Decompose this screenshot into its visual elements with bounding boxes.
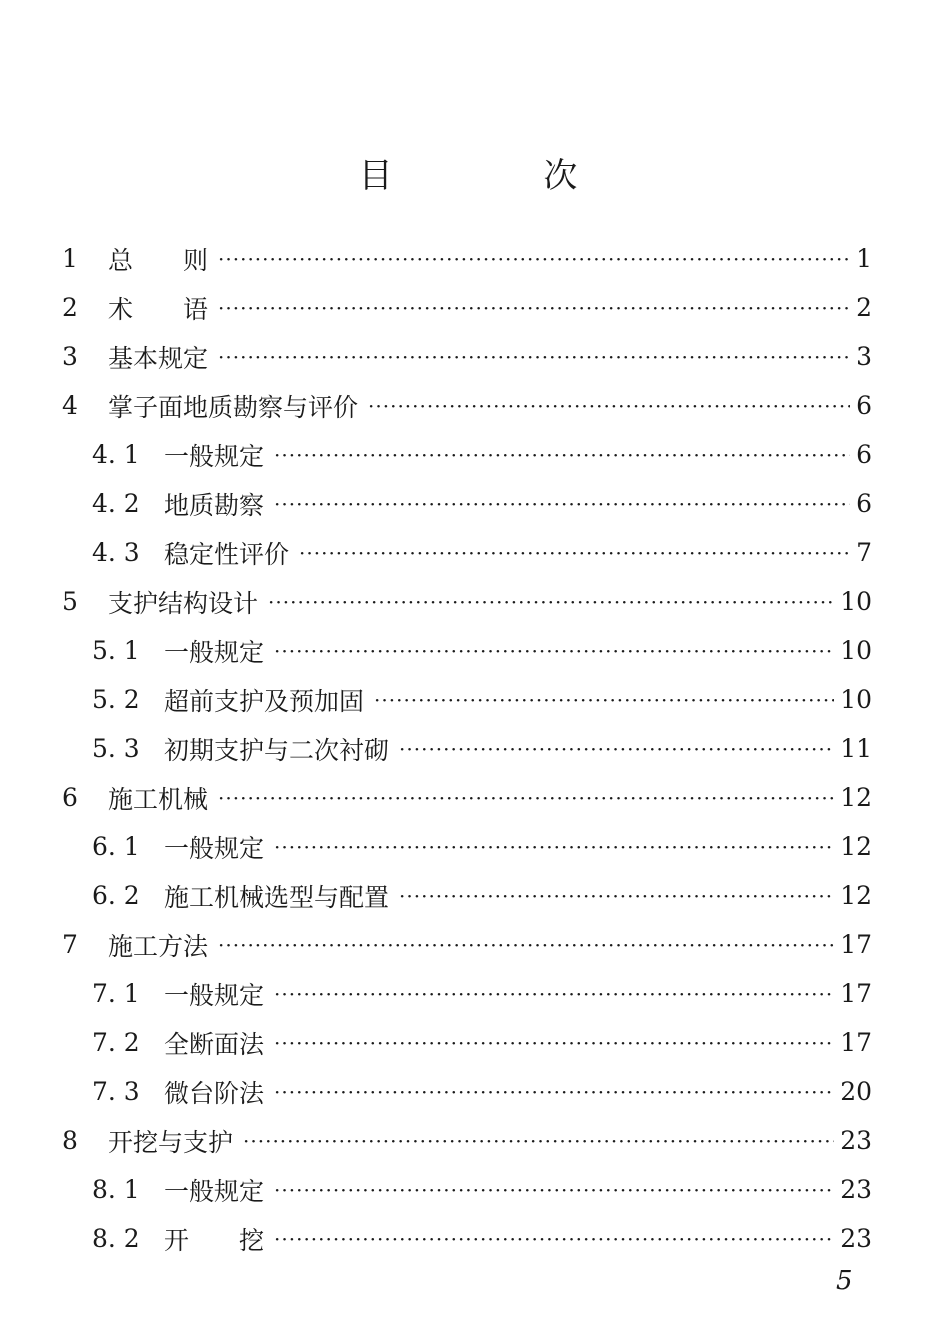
toc-number: 2 [62, 293, 78, 322]
toc-entry[interactable] [62, 430, 872, 479]
toc-label: 微台阶法 [164, 1078, 265, 1108]
toc-page: 10 [840, 587, 872, 616]
toc-entry[interactable] [62, 1165, 872, 1214]
toc-label: 施工机械 [108, 784, 209, 814]
toc-label: 地质勘察 [164, 490, 265, 520]
leader-dots [368, 391, 850, 421]
toc-label: 总 则 [108, 245, 209, 275]
toc-number: 5 [62, 587, 78, 616]
leader-dots [218, 783, 834, 813]
leader-dots [274, 832, 834, 862]
toc-entry[interactable] [62, 528, 872, 577]
toc-page: 6 [856, 489, 872, 518]
toc-number: 5. 3 [92, 734, 140, 763]
toc-number: 8. 1 [92, 1175, 140, 1204]
toc-page: 17 [840, 930, 872, 959]
toc-page: 23 [840, 1126, 872, 1155]
toc-entry[interactable] [62, 577, 872, 626]
toc-label: 一般规定 [164, 441, 265, 471]
toc-entry[interactable] [62, 920, 872, 969]
toc-page: 23 [840, 1175, 872, 1204]
toc-number: 4. 2 [92, 489, 140, 518]
page-title: 目 次 [358, 156, 648, 196]
toc-label: 稳定性评价 [164, 539, 290, 569]
toc-entry[interactable] [62, 675, 872, 724]
leader-dots [243, 1126, 834, 1156]
toc-entry[interactable] [62, 1018, 872, 1067]
toc-label: 一般规定 [164, 833, 265, 863]
leader-dots [274, 1175, 834, 1205]
leader-dots [274, 979, 834, 1009]
toc-label: 一般规定 [164, 980, 265, 1010]
page-number: 5 [836, 1266, 853, 1296]
toc-entry[interactable] [62, 724, 872, 773]
toc-number: 7. 2 [92, 1028, 140, 1057]
toc-label: 术 语 [108, 294, 209, 324]
toc-entry[interactable] [62, 1214, 872, 1263]
toc-number: 8 [62, 1126, 78, 1155]
leader-dots [274, 1028, 834, 1058]
toc-number: 3 [62, 342, 78, 371]
leader-dots [218, 244, 850, 274]
toc-number: 1 [62, 244, 78, 273]
toc-entry[interactable] [62, 1116, 872, 1165]
toc-number: 6 [62, 783, 78, 812]
leader-dots [218, 342, 850, 372]
toc-page: 1 [856, 244, 872, 273]
toc-page: 20 [840, 1077, 872, 1106]
toc-number: 4. 1 [92, 440, 140, 469]
toc-label: 掌子面地质勘察与评价 [108, 392, 359, 422]
leader-dots [268, 587, 834, 617]
toc-entry[interactable] [62, 234, 872, 283]
leader-dots [274, 440, 850, 470]
leader-dots [218, 930, 834, 960]
toc-number: 4. 3 [92, 538, 140, 567]
toc-page: 10 [840, 636, 872, 665]
toc-number: 4 [62, 391, 78, 420]
leader-dots [274, 636, 834, 666]
toc-label: 支护结构设计 [108, 588, 259, 618]
leader-dots [218, 293, 850, 323]
toc-label: 施工方法 [108, 931, 209, 961]
toc-entry[interactable] [62, 871, 872, 920]
leader-dots [399, 734, 834, 764]
toc-entry[interactable] [62, 479, 872, 528]
toc-page: 12 [840, 881, 872, 910]
toc-number: 6. 2 [92, 881, 140, 910]
toc-number: 7. 3 [92, 1077, 140, 1106]
table-of-contents [62, 234, 872, 1263]
toc-label: 超前支护及预加固 [164, 686, 365, 716]
toc-page: 23 [840, 1224, 872, 1253]
leader-dots [274, 1077, 834, 1107]
leader-dots [274, 1224, 834, 1254]
toc-entry[interactable] [62, 1067, 872, 1116]
leader-dots [299, 538, 850, 568]
toc-label: 全断面法 [164, 1029, 265, 1059]
toc-entry[interactable] [62, 332, 872, 381]
toc-page: 6 [856, 440, 872, 469]
leader-dots [399, 881, 834, 911]
toc-page: 11 [840, 734, 872, 763]
toc-page: 7 [856, 538, 872, 567]
toc-label: 开挖与支护 [108, 1127, 234, 1157]
toc-page: 12 [840, 832, 872, 861]
toc-number: 8. 2 [92, 1224, 140, 1253]
toc-label: 基本规定 [108, 343, 209, 373]
toc-entry[interactable] [62, 381, 872, 430]
leader-dots [374, 685, 834, 715]
toc-label: 施工机械选型与配置 [164, 882, 390, 912]
toc-label: 一般规定 [164, 1176, 265, 1206]
toc-page: 17 [840, 979, 872, 1008]
toc-entry[interactable] [62, 283, 872, 332]
toc-number: 7 [62, 930, 78, 959]
toc-number: 5. 1 [92, 636, 140, 665]
toc-number: 7. 1 [92, 979, 140, 1008]
toc-page: 10 [840, 685, 872, 714]
toc-page: 2 [856, 293, 872, 322]
toc-entry[interactable] [62, 773, 872, 822]
toc-page: 6 [856, 391, 872, 420]
toc-label: 初期支护与二次衬砌 [164, 735, 390, 765]
toc-entry[interactable] [62, 822, 872, 871]
leader-dots [274, 489, 850, 519]
toc-entry[interactable] [62, 969, 872, 1018]
toc-label: 开 挖 [164, 1225, 265, 1255]
toc-page: 3 [856, 342, 872, 371]
toc-number: 5. 2 [92, 685, 140, 714]
toc-number: 6. 1 [92, 832, 140, 861]
toc-entry[interactable] [62, 626, 872, 675]
toc-page: 12 [840, 783, 872, 812]
toc-page: 17 [840, 1028, 872, 1057]
toc-label: 一般规定 [164, 637, 265, 667]
